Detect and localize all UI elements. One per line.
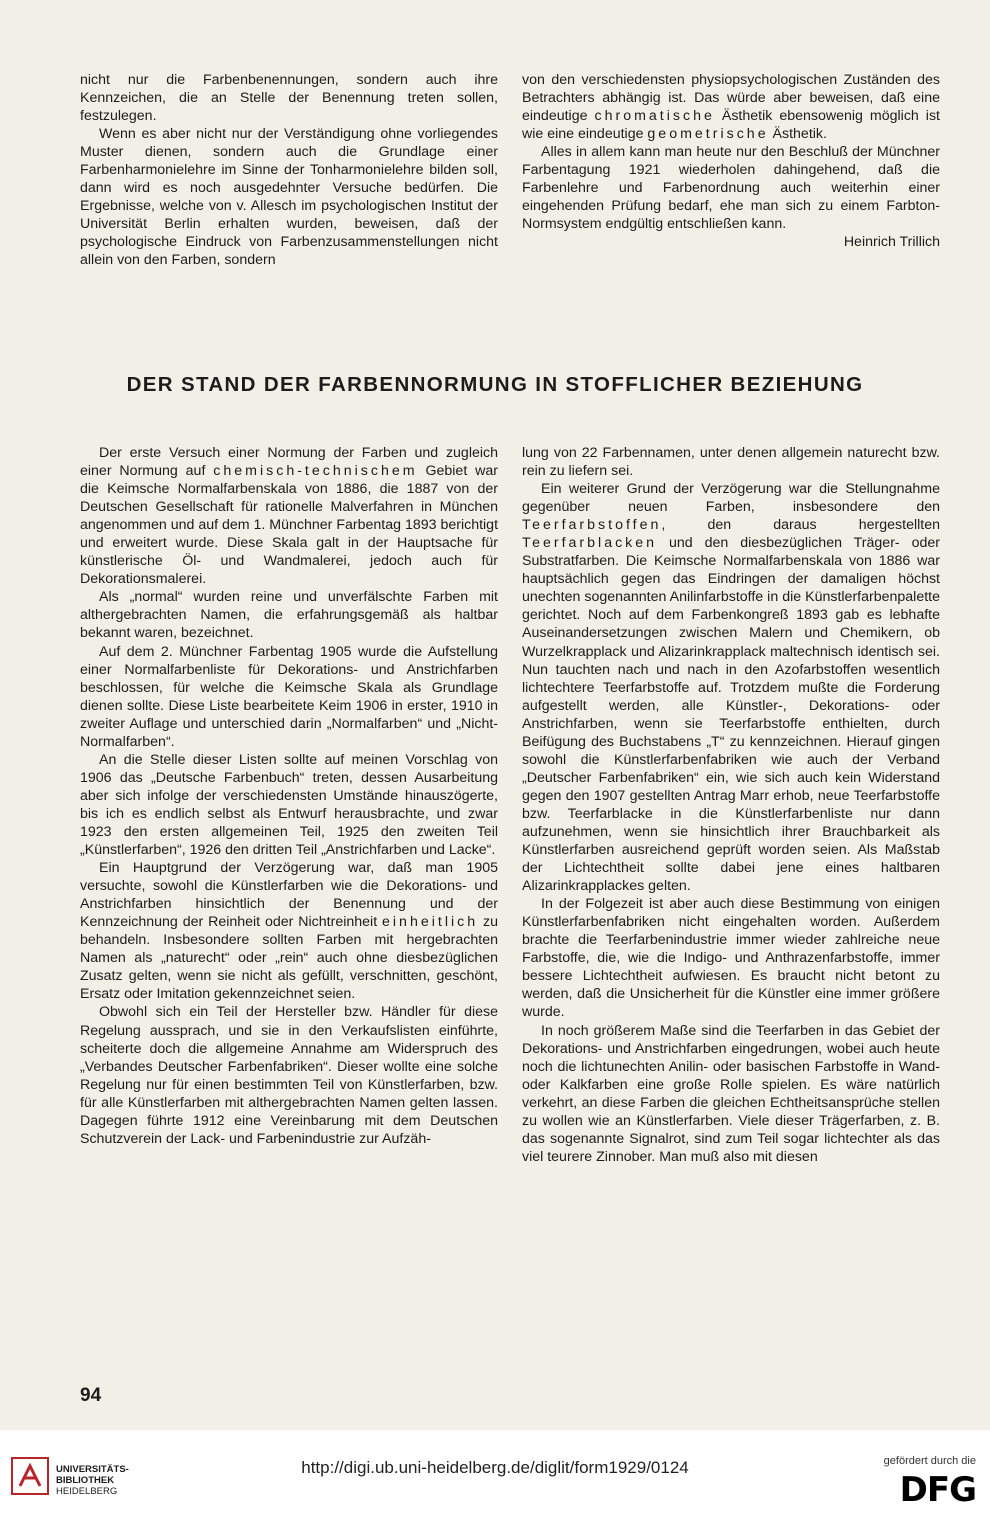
- dfg-logo[interactable]: DFG: [899, 1470, 976, 1510]
- paragraph: Der erste Versuch einer Normung der Farben und zugleich einer Normung auf chemisch-technischem Gebiet war die Keimsche Normalfarbenskala von 1886, die 1887 von der Deutschen Gesellschaft für rationelle Malverfahren in München angenommen und auf dem 1. Münchner Farbentag 1893 berichtigt und erweitert wurde. Diese Skala galt in der Hauptsache für künstlerische Öl- und Wandmalerei, jedoch auch für Dekorationsmalerei.: [80, 445, 499, 588]
- paragraph: Auf dem 2. Münchner Farbentag 1905 wurde die Aufstellung einer Normalfarbenliste für Dekorations- und Anstrichfarben beschlossen, für welche die Keimsche Skala als Grundlage dienen sollte. Diese Liste bearbeitete Keim 1906 in erster, 1910 in zweiter Auflage und unterschied darin „Normalfarben“ und „Nicht-Normalfarben“.: [80, 643, 498, 750]
- paragraph: Als „normal“ wurden reine und unverfälschte Farben mit althergebrachten Namen, die erfahrungsgemäß als haltbar bekannt waren, bezeichnet.: [80, 589, 498, 642]
- body-left-column: [80, 444, 498, 1148]
- paragraph: An die Stelle dieser Listen sollte auf meinen Vorschlag von 1906 das „Deutsche Farbenbuch“ treten, dessen Ausarbeitung aber sich infolge der verschiedensten Umstände hinauszögerte, bis ich es endlich selbst als Entwurf herausbrachte, und zwar 1923 den ersten allgemeinen Teil, 1925 den zweiten Teil „Künstlerfarben“, 1926 den dritten Teil „Anstrichfarben und Lacke“.: [80, 751, 498, 859]
- source-url-link[interactable]: http://digi.ub.uni-heidelberg.de/diglit/form1929/0124: [301, 1458, 689, 1477]
- funder-caption: gefördert durch die: [883, 1455, 976, 1467]
- library-name-line: BIBLIOTHEK: [56, 1475, 115, 1486]
- footer-bar: [0, 1430, 990, 1516]
- paragraph: nicht nur die Farbenbenennungen, sondern auch ihre Kennzeichen, die an Stelle der Benennung treten sollen, festzulegen.: [80, 72, 498, 125]
- paragraph: von den verschiedensten physiopsychologischen Zuständen des Betrachters abhängig ist. Das würde aber beweisen, daß eine eindeutige chromatische Ästhetik ebensowenig möglich ist wie eine eindeutige geometrische Ästhetik.: [522, 72, 940, 143]
- author-signature: Heinrich Trillich: [843, 234, 940, 251]
- paragraph: In der Folgezeit ist aber auch diese Bestimmung von einigen Künstlerfarbenfabriken nicht eingehalten worden. Außerdem brachte die Teerfarbenindustrie immer wieder zahlreiche neue Farbstoffe, die, wie die Indigo- und Anthrazenfarbstoffe, immer bessere Lichtechtheit aufwiesen. Es braucht nicht betont zu werden, daß die Unsicherheit für die Künstler eine immer größere wurde.: [522, 896, 940, 1021]
- library-name-line: UNIVERSITÄTS-: [56, 1464, 129, 1475]
- library-city-line: HEIDELBERG: [56, 1486, 118, 1497]
- spaced-term: Teerfarbstoffen: [522, 517, 662, 534]
- paragraph: Ein weiterer Grund der Verzögerung war die Stellungnahme gegenüber neuen Farben, insbesondere den Teerfarbstoffen, den daraus hergestellten Teerfarblacken und den diesbezüglichen Träger- oder Substratfarben. Die Keimsche Normalfarbenskala von 1886 war hauptsächlich gegen das Eindringen der damaligen höchst unechten sogenannten Anilinfarbstoffe in die Künstlerfarbenpalette gerichtet. Noch auf dem Farbenkongreß 1893 gab es lebhafte Auseinandersetzungen zwischen Malern und Chemikern, ob Wurzelkrapplack und Alizarinkrapplack maltechnisch identisch sei. Nun tauchten nach und nach in den Azofarbstoffen wesentlich lichtechtere Teerfarbstoffe auf. Trotzdem mußte die Forderung aufgestellt werden, alle Künstler-, Dekorations- oder Anstrichfarben, wenn sie Teerfarbstoffe enthielten, durch Beifügung des Buchstabens „T“ zu kennzeichnen. Hierauf gingen sowohl die Künstlerfarbenfabriken wie auch der Verband „Deutscher Farbenfabriken“ ein, wie sich auch kein Widerstand gegen den 1907 gestellten Antrag Marr erhob, neue Teerfarbstoffe bzw. Teerfarblacke in die Künstlerfarbenliste nur dann aufzunehmen, wenn sie hinsichtlich ihrer Brauchbarkeit als Künstlerfarben ausreichend geprüft worden seien. Als Maßstab der Lichtechtheit sollte dabei jene eines haltbaren Alizarinkrapplackes gelten.: [522, 481, 940, 895]
- spaced-term: chemisch-technischem: [213, 463, 418, 480]
- spaced-term: chromatische: [594, 108, 715, 125]
- paragraph: Obwohl sich ein Teil der Hersteller bzw. Händler für diese Regelung aussprach, und sie in den Verkaufslisten einführte, scheiterte doch die allgemeine Annahme am Widerspruch des „Verbandes Deutscher Farbenfabriken“. Dieser wollte eine solche Regelung nur für einen bestimmten Teil von Künstlerfarben, bzw. für alle Künstlerfarben mit althergebrachten Namen gelten lassen. Dagegen führte 1912 eine Vereinbarung mit dem Deutschen Schutzverein der Lack- und Farbenindustrie zur Aufzäh-: [80, 1004, 498, 1147]
- spaced-term: Teerfarblacken: [522, 535, 658, 552]
- paragraph: Wenn es aber nicht nur der Verständigung ohne vorliegendes Muster dienen, sondern auch die Grundlage einer Farbenharmonielehre im Sinne der Tonharmonielehre bilden soll, dann wird es noch ausgedehnter Versuche bedürfen. Die Ergebnisse, welche von v. Allesch im psychologischen Institut der Universität Berlin erhalten wurden, beweisen, daß der psychologische Eindruck von Farbenzusammenstellungen nicht allein von den Farben, sondern: [80, 126, 498, 269]
- spaced-term: einheitlich: [382, 914, 479, 931]
- article-heading: DER STAND DER FARBENNORMUNG IN STOFFLICHER BEZIEHUNG: [126, 373, 864, 396]
- paragraph: lung von 22 Farbennamen, unter denen allgemein naturecht bzw. rein zu liefern sei.: [522, 445, 940, 480]
- top-left-column: [80, 71, 498, 270]
- body-right-column: [522, 444, 940, 1166]
- paragraph: Alles in allem kann man heute nur den Beschluß der Münchner Farbentagung 1921 wiederholen dahingehend, daß die Farbenlehre und Farbenordnung auch weiterhin einer eingehenden Prüfung bedarf, ehe man sich zu einem Farbton-Normsystem endgültig entschließen kann.: [522, 144, 940, 233]
- page-number: 94: [80, 1385, 102, 1406]
- paragraph: In noch größerem Maße sind die Teerfarben in das Gebiet der Dekorations- und Anstrichfarben eingedrungen, wobei auch heute noch die lichtunechten Anilin- oder basischen Farbstoffe in Wand- oder Kalkfarben eine große Rolle spielen. Es wäre natürlich verkehrt, an diese Farben die gleichen Echtheitsansprüche stellen zu wollen wie an Künstlerfarben. Viele dieser Trägerfarben, z. B. das sogenannte Signalrot, sind zum Teil sogar lichtechter als das viel teurere Zinnober. Man muß also mit diesen: [522, 1022, 940, 1165]
- top-right-column: [522, 71, 940, 251]
- paragraph: Ein Hauptgrund der Verzögerung war, daß man 1905 versuchte, sowohl die Künstlerfarben wie die Dekorations- und Anstrichfarben hinsichtlich der Benennung und der Kennzeichnung der Reinheit oder Nichtreinheit einheitlich zu behandeln. Insbesondere sollten Farben mit hergebrachten Namen als „naturecht“ oder „rein“ auch ohne diesbezüglichen Zusatz gelten, wenn sie nicht als gefüllt, verschnitten, geschönt, Ersatz oder Imitation gekennzeichnet seien.: [80, 860, 498, 1003]
- spaced-term: geometrische: [647, 126, 769, 143]
